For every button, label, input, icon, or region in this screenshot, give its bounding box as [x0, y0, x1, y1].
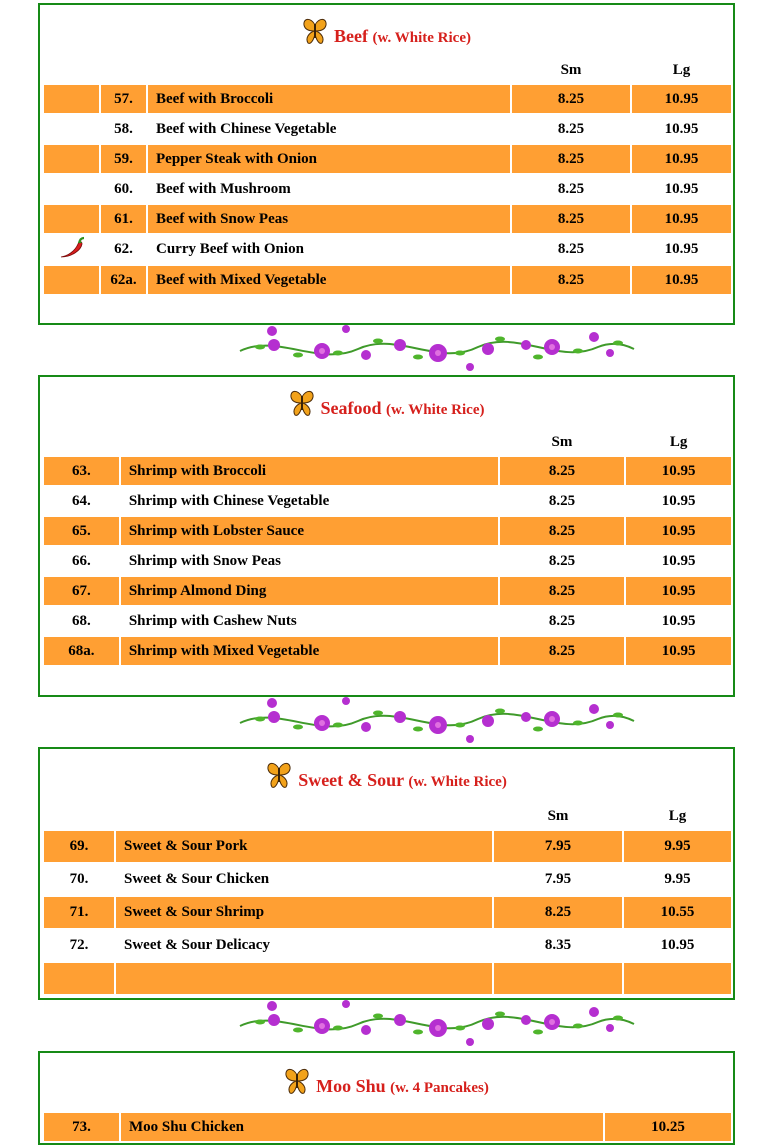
item-number: 58. [114, 120, 133, 137]
item-name: Sweet & Sour Delicacy [124, 937, 270, 953]
item-number: 67. [44, 577, 119, 605]
table-row [44, 1113, 731, 1141]
price-small: 7.95 [494, 831, 622, 862]
table-row [44, 266, 731, 294]
item-name: Beef with Mushroom [156, 180, 291, 197]
item-number: 70. [69, 871, 89, 887]
item-number: 68. [72, 612, 91, 629]
moo-shu-section [38, 1051, 735, 1145]
price-large: 10.95 [664, 120, 699, 137]
icon-cell [44, 175, 99, 203]
section-subtitle: (w. 4 Pancakes) [390, 1080, 489, 1096]
table-row [44, 457, 731, 485]
empty-cell [494, 963, 622, 994]
item-number: 65. [44, 517, 119, 545]
item-name: Sweet & Sour Shrimp [116, 897, 492, 928]
price-small: 8.25 [494, 897, 622, 928]
price-large: 10.95 [664, 180, 699, 197]
butterfly-icon [284, 1067, 310, 1095]
flower-garland-icon [238, 323, 636, 373]
price-large: 9.95 [624, 831, 731, 862]
price-small: 8.25 [548, 612, 576, 629]
item-number: 66. [72, 552, 91, 569]
price-small: 8.25 [557, 241, 585, 257]
price-small: 8.25 [500, 637, 625, 665]
seafood-section [38, 375, 735, 697]
price-large: 10.95 [661, 612, 696, 629]
table-row [44, 637, 731, 665]
price-large: 10.95 [632, 145, 731, 173]
item-name: Beef with Chinese Vegetable [156, 120, 337, 137]
header-row [44, 429, 731, 455]
flower-garland-icon [238, 695, 636, 745]
item-number: 57. [101, 85, 146, 113]
item-number: 63. [44, 457, 119, 485]
price-large: 10.95 [632, 85, 731, 113]
price-small: 8.25 [557, 180, 585, 197]
price-large: 10.95 [626, 517, 731, 545]
beef-menu-table [42, 55, 733, 296]
beef-section [38, 3, 735, 325]
item-name: Moo Shu Chicken [121, 1113, 603, 1141]
table-row [44, 145, 731, 173]
price-large: 10.95 [626, 637, 731, 665]
item-name: Shrimp with Lobster Sauce [121, 517, 498, 545]
item-number: 64. [72, 492, 91, 509]
table-row [44, 517, 731, 545]
price-large: 10.95 [626, 457, 731, 485]
section-subtitle: (w. White Rice) [408, 774, 507, 790]
item-name: Beef with Broccoli [148, 85, 510, 113]
item-number: 68a. [44, 637, 119, 665]
icon-cell [44, 115, 99, 143]
section-title: Beef [334, 26, 369, 46]
item-number: 69. [44, 831, 114, 862]
price-small: 8.25 [500, 577, 625, 605]
table-row [44, 864, 731, 895]
section-title: Sweet & Sour [298, 770, 404, 790]
item-name: Shrimp with Cashew Nuts [128, 612, 297, 629]
price-large: 10.95 [660, 937, 695, 953]
header-row [44, 803, 731, 829]
price-small: 8.25 [548, 492, 576, 509]
price-small: 8.35 [544, 937, 572, 953]
item-name: Shrimp with Chinese Vegetable [128, 492, 330, 509]
moo-shu-title-row [40, 1067, 733, 1097]
price-large: 10.95 [632, 266, 731, 294]
item-name: Shrimp with Broccoli [121, 457, 498, 485]
item-number: 72. [69, 937, 89, 953]
table-row [44, 897, 731, 928]
item-number: 73. [44, 1113, 119, 1141]
price-small: 8.25 [512, 85, 630, 113]
sweet-sour-section [38, 747, 735, 1000]
lg-header: Lg [672, 61, 691, 78]
sweet-sour-menu-table [42, 801, 733, 996]
price-large: 10.55 [624, 897, 731, 928]
price-small: 8.25 [548, 552, 576, 569]
item-name: Curry Beef with Onion [156, 241, 304, 257]
sm-header: Sm [551, 433, 573, 450]
price-large: 10.95 [626, 577, 731, 605]
price-large: 10.95 [664, 241, 699, 257]
item-number: 60. [114, 180, 133, 197]
icon-cell [44, 205, 99, 233]
section-title: Seafood [320, 398, 382, 418]
hot-pepper-icon [58, 235, 86, 259]
table-row [44, 831, 731, 862]
price-small: 8.25 [512, 145, 630, 173]
flower-garland-icon [238, 998, 636, 1048]
price-small: 8.25 [557, 120, 585, 137]
item-number: 71. [44, 897, 114, 928]
butterfly-icon [289, 389, 315, 417]
icon-cell [44, 235, 99, 264]
empty-cell [44, 963, 114, 994]
price-small: 7.95 [544, 871, 572, 887]
price-large: 10.25 [605, 1113, 731, 1141]
table-row [44, 85, 731, 113]
price-large: 10.95 [632, 205, 731, 233]
sm-header: Sm [547, 807, 569, 824]
price-large: 10.95 [661, 492, 696, 509]
lg-header: Lg [669, 433, 688, 450]
sweet-sour-title-row [40, 761, 733, 791]
sm-header: Sm [560, 61, 582, 78]
table-row [44, 235, 731, 264]
icon-cell [44, 145, 99, 173]
item-number: 61. [101, 205, 146, 233]
item-number: 62a. [101, 266, 146, 294]
butterfly-icon [266, 761, 292, 789]
item-name: Shrimp with Mixed Vegetable [121, 637, 498, 665]
table-row-empty [44, 963, 731, 994]
table-row [44, 487, 731, 515]
price-small: 8.25 [500, 517, 625, 545]
item-name: Pepper Steak with Onion [148, 145, 510, 173]
seafood-menu-table [42, 427, 733, 667]
table-row [44, 175, 731, 203]
price-small: 8.25 [512, 205, 630, 233]
moo-shu-menu-table [42, 1111, 733, 1143]
table-row [44, 607, 731, 635]
table-row [44, 547, 731, 575]
table-row [44, 577, 731, 605]
section-subtitle: (w. White Rice) [386, 402, 485, 418]
table-row [44, 115, 731, 143]
section-title: Moo Shu [316, 1076, 386, 1096]
item-number: 59. [101, 145, 146, 173]
section-subtitle: (w. White Rice) [372, 30, 471, 46]
empty-cell [624, 963, 731, 994]
item-name: Sweet & Sour Pork [116, 831, 492, 862]
price-small: 8.25 [500, 457, 625, 485]
price-small: 8.25 [512, 266, 630, 294]
item-name: Beef with Mixed Vegetable [148, 266, 510, 294]
item-number: 62. [114, 241, 133, 257]
beef-title-row [40, 17, 733, 47]
price-large: 10.95 [661, 552, 696, 569]
icon-cell [44, 85, 99, 113]
empty-cell [116, 963, 492, 994]
table-row [44, 930, 731, 961]
lg-header: Lg [668, 807, 687, 824]
item-name: Shrimp Almond Ding [121, 577, 498, 605]
item-name: Beef with Snow Peas [148, 205, 510, 233]
price-large: 9.95 [664, 871, 691, 887]
table-row [44, 205, 731, 233]
item-name: Shrimp with Snow Peas [128, 552, 281, 569]
butterfly-icon [302, 17, 328, 45]
seafood-title-row [40, 389, 733, 419]
header-row [44, 57, 731, 83]
item-name: Sweet & Sour Chicken [124, 871, 270, 887]
icon-cell [44, 266, 99, 294]
